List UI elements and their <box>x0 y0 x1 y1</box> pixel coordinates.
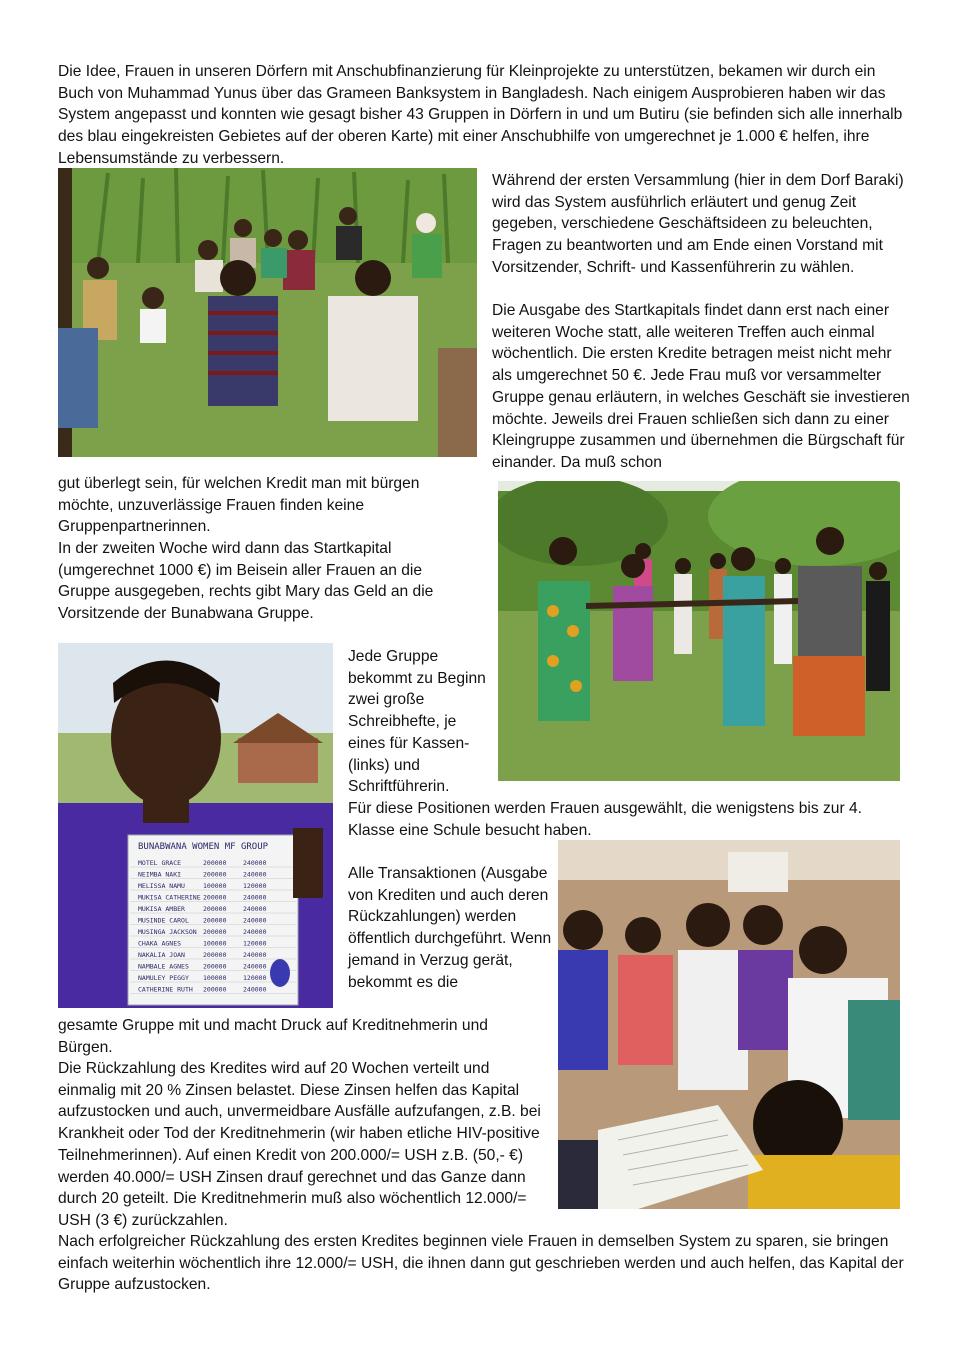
photo-money-handover <box>498 481 900 781</box>
notebooks-paragraph: Jede Gruppe bekommt zu Beginn zwei große Schreibhefte, je eines für Kassen- (links) und Schriftführerin. <box>348 648 486 796</box>
notebook-name: NAKALIA JOAN <box>138 951 185 959</box>
notebook-total: 120000 <box>243 974 267 982</box>
intro-paragraph: Die Idee, Frauen in unseren Dörfern mit Anschubfinanzierung für Kleinprojekte zu unterstützen, bekamen wir durch ein Buch von Muhammad Yunus über das Grameen Banksystem in Bangladesh. Nach einigem Ausprobieren haben wir das System angepasst und konnten wie gesagt bisher 43 Gruppen in Dörfern in und um Butiru (sie befinden sich alle innerhalb des blau eingekreisten Gebietes auf der oberen Karte) mit einer Anschubhilfe von umgerechnet je 1.000 € helfen, ihre Lebensumstände zu verbessern. <box>58 63 903 167</box>
positions-paragraph: Für diese Positionen werden Frauen ausgewählt, die wenigstens bis zur 4. Klasse eine Schule besucht haben. <box>348 800 863 839</box>
notebook-amount: 200000 <box>203 928 227 936</box>
notebook-total: 120000 <box>243 882 267 890</box>
notebook-total: 240000 <box>243 985 267 994</box>
notebook-name: MUSINDE CAROL <box>138 916 189 925</box>
notebook-header: BUNABWANA WOMEN MF GROUP <box>138 842 269 852</box>
notebook-amount: 100000 <box>203 974 227 982</box>
notebook-total: 240000 <box>243 962 267 971</box>
notebook-amount: 100000 <box>203 939 227 948</box>
pressure-paragraph: gesamte Gruppe mit und macht Druck auf Kreditnehmerin und Bürgen. <box>58 1017 488 1056</box>
transactions-paragraph: Alle Transaktionen (Ausgabe von Krediten und auch deren Rückzahlungen) werden öffentlich durchgeführt. Wenn jemand in Verzug gerät, bekommt es die <box>348 865 552 991</box>
notebook-amount: 200000 <box>203 859 227 867</box>
notebook-total: 240000 <box>243 928 267 936</box>
notebook-name: NAMBALE AGNES <box>138 962 189 971</box>
notebook-amount: 200000 <box>203 985 227 994</box>
notebook-amount: 200000 <box>203 916 227 925</box>
notebook-total: 240000 <box>243 951 267 959</box>
notebook-name: NAMULEY PEGGY <box>138 974 189 982</box>
notebook-total: 240000 <box>243 916 267 925</box>
notebook-name: MUKISA AMBER <box>138 905 185 913</box>
savings-paragraph: Nach erfolgreicher Rückzahlung des ersten Kredites beginnen viele Frauen in demselben System zu sparen, sie bringen einfach weiterhin wöchentlich ihre 12.000/= USH, die ihnen dann gut geschrieben werden und auch helfen, das Kapital der Gruppe aufzustocken. <box>58 1233 904 1294</box>
notebook-amount: 200000 <box>203 905 227 913</box>
notebook-name: CHAKA AGNES <box>138 939 182 948</box>
photo-notebook <box>58 643 333 1008</box>
notebook-name: MUKISA CATHERINE <box>138 893 201 902</box>
notebook-total: 120000 <box>243 939 267 948</box>
notebook-name: MELISSA NAMU <box>138 882 185 890</box>
second-week-paragraph: In der zweiten Woche wird dann das Startkapital (umgerechnet 1000 €) im Beisein aller Frauen an die Gruppe ausgegeben, rechts gibt Mary das Geld an die Vorsitzende der Bunabwana Gruppe. <box>58 540 434 623</box>
notebook-name: NEIMBA NAKI <box>138 870 182 879</box>
guarantee-paragraph: gut überlegt sein, für welchen Kredit man mit bürgen möchte, unzuverlässige Frauen finden keine Gruppenpartnerinnen. <box>58 475 420 536</box>
notebook-name: MOTEL GRACE <box>138 859 182 867</box>
notebook-name: MUSINGA JACKSON <box>138 928 197 936</box>
notebook-amount: 100000 <box>203 882 227 890</box>
notebook-total: 240000 <box>243 870 267 879</box>
photo-village-meeting <box>58 168 477 457</box>
notebook-amount: 200000 <box>203 962 227 971</box>
notebook-total: 240000 <box>243 893 267 902</box>
notebook-name: CATHERINE RUTH <box>138 985 193 994</box>
notebook-total: 240000 <box>243 859 267 867</box>
notebook-amount: 200000 <box>203 951 227 959</box>
repayment-paragraph: Die Rückzahlung des Kredites wird auf 20 Wochen verteilt und einmalig mit 20 % Zinsen belastet. Diese Zinsen helfen das Kapital aufzustocken und auch, unvermeidbare Ausfälle aufzufangen, z.B. bei Krankheit oder Tod der Kreditnehmerin (wir haben etliche HIV-positive Teilnehmerinnen). Auf einen Kredit von 200.000/= USH z.B. (50,- €) werden 40.000/= USH Zinsen drauf gerechnet und das Ganze dann durch 20 geteilt. Die Kreditnehmerin muß also wöchentlich 12.000/= USH (3 €) zurückzahlen. <box>58 1060 541 1229</box>
start-capital-paragraph: Die Ausgabe des Startkapitals findet dann erst nach einer weiteren Woche statt, alle weiteren Treffen auch einmal wöchentlich. Die ersten Kredite betragen meist nicht mehr als umgerechnet 50 €. Jede Frau muß vor versammelter Gruppe genau erläutern, in welches Geschäft sie investieren möchte. Jeweils drei Frauen schließen sich dann zu einer Kleingruppe zusammen und übernehmen die Bürgschaft für einander. Da muß schon <box>492 302 910 471</box>
notebook-total: 240000 <box>243 905 267 913</box>
notebook-amount: 200000 <box>203 893 227 902</box>
notebook-amount: 200000 <box>203 870 227 879</box>
first-meeting-paragraph: Während der ersten Versammlung (hier in dem Dorf Baraki) wird das System ausführlich erläutert und genug Zeit gegeben, verschiedene Geschäftsideen zu beleuchten, Fragen zu beantworten und am Ende einen Vorstand mit Vorsitzender, Schrift- und Kassenführerin zu wählen. <box>492 172 904 276</box>
photo-transactions <box>558 840 900 1209</box>
